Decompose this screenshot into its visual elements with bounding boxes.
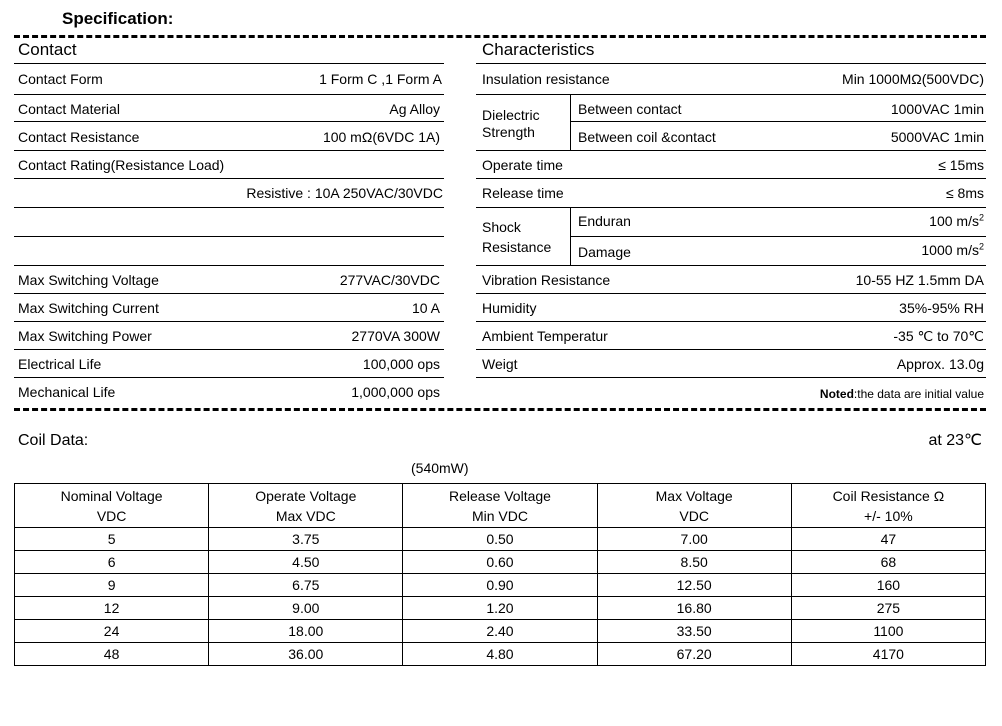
vibration-value: 10-55 HZ 1.5mm DA: [855, 272, 984, 288]
row-divider: [14, 349, 444, 350]
coil-power: (540mW): [411, 460, 469, 476]
max-switching-current-value: 10 A: [411, 300, 440, 316]
table-cell: 9.00: [209, 597, 403, 620]
row-divider: [476, 293, 986, 294]
table-cell: 160: [791, 574, 985, 597]
row-divider: [14, 121, 444, 122]
table-cell: 12.50: [597, 574, 791, 597]
table-cell: 33.50: [597, 620, 791, 643]
ambient-temperature-label: Ambient Temperatur: [482, 328, 608, 344]
insulation-label: Insulation resistance: [482, 71, 610, 87]
electrical-life-value: 100,000 ops: [362, 356, 440, 372]
table-cell: 48: [15, 643, 209, 666]
row-divider: [570, 236, 986, 237]
electrical-life-label: Electrical Life: [18, 356, 102, 372]
header-nominal-voltage: Nominal Voltage VDC: [15, 484, 209, 528]
mechanical-life-label: Mechanical Life: [18, 384, 116, 400]
between-coil-label: Between coil &contact: [578, 129, 716, 145]
table-cell: 3.75: [209, 528, 403, 551]
max-switching-power-value: 2770VA 300W: [351, 328, 440, 344]
coil-temperature: at 23℃: [928, 432, 982, 449]
table-cell: 0.50: [403, 528, 597, 551]
between-contact-label: Between contact: [578, 101, 682, 117]
row-divider: [476, 377, 986, 378]
dielectric-label: Dielectric: [482, 107, 540, 123]
dielectric-label-2: Strength: [482, 124, 535, 140]
contact-rating-label: Contact Rating(Resistance Load): [18, 157, 225, 173]
contact-resistance-value: 100 mΩ(6VDC 1A): [322, 129, 440, 145]
table-cell: 4.80: [403, 643, 597, 666]
coil-table-header: [15, 484, 986, 528]
row-divider: [14, 178, 444, 179]
table-cell: 36.00: [209, 643, 403, 666]
operate-time-label: Operate time: [482, 157, 563, 173]
row-divider: [14, 207, 444, 208]
mechanical-life-value: 1,000,000 ops: [351, 384, 440, 400]
table-cell: 1100: [791, 620, 985, 643]
contact-form-value: 1 Form C ,1 Form A: [319, 71, 442, 87]
row-divider: [476, 150, 986, 151]
table-row: [15, 528, 986, 551]
header-release-voltage: Release Voltage Min VDC: [403, 484, 597, 528]
damage-label: Damage: [578, 244, 631, 260]
table-row: [15, 643, 986, 666]
coil-data-table: [14, 483, 986, 666]
max-switching-current-label: Max Switching Current: [18, 300, 159, 316]
table-row: [15, 620, 986, 643]
row-divider: [476, 321, 986, 322]
row-divider: [14, 94, 444, 95]
table-cell: 7.00: [597, 528, 791, 551]
table-cell: 9: [15, 574, 209, 597]
max-switching-power-label: Max Switching Power: [18, 328, 152, 344]
row-divider: [14, 293, 444, 294]
contact-resistive-value: Resistive : 10A 250VAC/30VDC: [246, 185, 443, 201]
table-cell: 275: [791, 597, 985, 620]
max-switching-voltage-value: 277VAC/30VDC: [339, 272, 440, 288]
contact-heading: Contact: [18, 40, 77, 59]
table-row: [15, 551, 986, 574]
weight-label: Weigt: [482, 356, 518, 372]
table-row: [15, 574, 986, 597]
table-cell: 2.40: [403, 620, 597, 643]
header-operate-voltage: Operate Voltage Max VDC: [209, 484, 403, 528]
table-cell: 47: [791, 528, 985, 551]
table-cell: 18.00: [209, 620, 403, 643]
contact-material-value: Ag Alloy: [389, 101, 440, 117]
vibration-label: Vibration Resistance: [482, 272, 611, 288]
contact-form-label: Contact Form: [18, 71, 103, 87]
row-divider: [476, 178, 986, 179]
page-title: Specification:: [62, 9, 174, 28]
table-row: [15, 597, 986, 620]
table-cell: 4170: [791, 643, 985, 666]
max-switching-voltage-label: Max Switching Voltage: [18, 272, 159, 288]
row-divider: [476, 265, 986, 266]
weight-value: Approx. 13.0g: [896, 356, 984, 372]
insulation-value: Min 1000MΩ(500VDC): [842, 71, 984, 87]
humidity-value: 35%-95% RH: [899, 300, 984, 316]
table-cell: 12: [15, 597, 209, 620]
between-coil-value: 5000VAC 1min: [890, 129, 984, 145]
table-cell: 8.50: [597, 551, 791, 574]
endurance-label: Enduran: [578, 213, 631, 229]
ambient-temperature-value: -35 ℃ to 70℃: [893, 328, 984, 344]
contact-material-label: Contact Material: [18, 101, 120, 117]
table-cell: 24: [15, 620, 209, 643]
dielectric-divider: [570, 94, 571, 150]
contact-divider: [14, 63, 444, 64]
table-cell: 0.90: [403, 574, 597, 597]
release-time-label: Release time: [482, 185, 564, 201]
table-cell: 16.80: [597, 597, 791, 620]
row-divider: [14, 321, 444, 322]
row-divider: [476, 349, 986, 350]
row-divider: [476, 94, 986, 95]
row-divider: [476, 207, 986, 208]
shock-label: Shock: [482, 219, 521, 235]
top-dashed-rule: [14, 35, 986, 38]
shock-label-2: Resistance: [482, 239, 552, 255]
coil-data-title: Coil Data:: [18, 432, 89, 449]
release-time-value: ≤ 8ms: [945, 185, 984, 201]
table-cell: 5: [15, 528, 209, 551]
row-divider: [14, 150, 444, 151]
endurance-value: 100 $m/s^2$: [929, 212, 984, 229]
header-coil-resistance: Coil Resistance Ω +/- 10%: [791, 484, 985, 528]
table-cell: 68: [791, 551, 985, 574]
table-cell: 1.20: [403, 597, 597, 620]
contact-resistance-label: Contact Resistance: [18, 129, 140, 145]
initial-value-note: Noted:the data are initial value: [819, 387, 984, 401]
header-max-voltage: Max Voltage VDC: [597, 484, 791, 528]
damage-value: 1000 $m/s^2$: [921, 241, 984, 258]
row-divider: [14, 236, 444, 237]
row-divider: [14, 377, 444, 378]
bottom-dashed-rule: [14, 408, 986, 411]
characteristics-divider: [476, 63, 986, 64]
row-divider: [14, 265, 444, 266]
characteristics-heading: Characteristics: [482, 40, 595, 59]
table-cell: 6.75: [209, 574, 403, 597]
operate-time-value: ≤ 15ms: [938, 157, 984, 173]
row-divider: [570, 121, 986, 122]
table-cell: 4.50: [209, 551, 403, 574]
between-contact-value: 1000VAC 1min: [890, 101, 984, 117]
humidity-label: Humidity: [482, 300, 537, 316]
table-cell: 67.20: [597, 643, 791, 666]
table-cell: 0.60: [403, 551, 597, 574]
table-cell: 6: [15, 551, 209, 574]
